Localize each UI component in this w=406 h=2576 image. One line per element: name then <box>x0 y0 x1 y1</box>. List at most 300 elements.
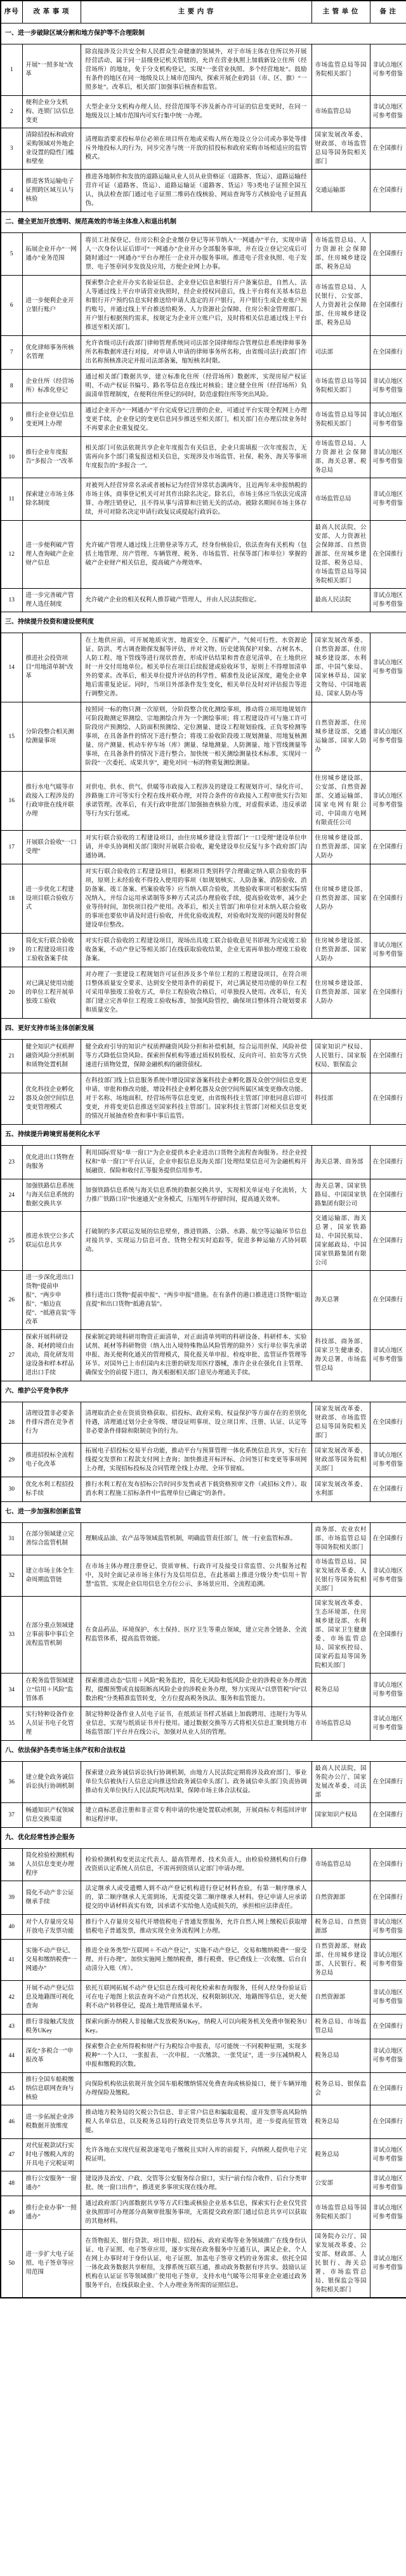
remark: 在全国推行 <box>370 1803 406 1828</box>
remark: 非试点地区可参考借鉴 <box>370 437 406 478</box>
remark: 非试点地区可参考借鉴 <box>370 2196 406 2230</box>
section-header-row <box>1 1741 406 1762</box>
remark: 非试点地区可参考借鉴 <box>370 2230 406 2298</box>
reform-item: 健全知识产权质押融资风险分担机制和质物处置机制 <box>22 1040 81 1073</box>
reform-item: 推行公安服务“一窗通办” <box>22 2171 81 2196</box>
main-content: 拓展电子招投标交易平台功能，推动平台与预算管理一体化系统信息共享，实行在线提交发票和工程款支付网上查询；加快推进开标评标、合同签订和变更等事项网上办理，实现招标投标及合同管理全线上办理、全环节留痕。 <box>81 1444 311 1477</box>
section-title: 四、更好支持市场主体创新发展 <box>1 1019 406 1040</box>
reform-item: 在部分领域建立完善综合监管机制 <box>22 1523 81 1555</box>
responsible-unit: 市场监管总局等国务院相关部门 <box>311 370 370 403</box>
table-row <box>1 831 406 864</box>
column-header-dept: 主 管 单 位 <box>311 1 370 23</box>
table-row <box>1 1981 406 2015</box>
remark: 非试点地区可参考借鉴 <box>370 478 406 521</box>
main-content: 加强铁路信息系统与海关信息系统的数据交换共享，实现相关单证电子化流转，大力推广铁路口岸“快速通关”业务模式，压缩列车停留时间，提高通关效率。 <box>81 1179 311 1212</box>
reform-item: 推进客货运输电子证照跨区域互认与核验 <box>22 170 81 212</box>
section-header-row <box>1 612 406 633</box>
section-header-row <box>1 212 406 233</box>
section-header-row <box>1 1828 406 1849</box>
remark: 非试点地区可参考借鉴 <box>370 1330 406 1381</box>
remark: 在全国推行 <box>370 2073 406 2105</box>
main-content: 理顺成品油、农产品等领域监管机制，明确监管责任部门，统一行业监管标准。 <box>81 1523 311 1555</box>
remark: 非试点地区可参考借鉴 <box>370 1940 406 1981</box>
row-number: 38 <box>1 1849 22 1881</box>
reform-item: 清理设置非必要条件排斥潜在竞争者行为 <box>22 1402 81 1444</box>
remark: 在全国推行 <box>370 1040 406 1073</box>
remark: 非试点地区可参考借鉴 <box>370 403 406 437</box>
reform-item: 企业住所（经营场所）标准化登记 <box>22 370 81 403</box>
responsible-unit: 国家发展改革委、自然资源部、住房城乡建设部、水利部、中国气象局、国家林草局、国家文物局、中国地震局、国家人防办等 <box>311 633 370 702</box>
responsible-unit: 商务部、农业农村部、市场监管总局等国务院相关部门 <box>311 1523 370 1555</box>
main-content: 通过政府部门内部数据共享等方式归集或核验企业基本信息，探索实行企业仅凭营业执照即可办理部分高频审批服务事项，无需提交政府部门通过信息共享可以获取的其他材料。 <box>81 2196 311 2230</box>
table-row <box>1 437 406 478</box>
reform-item: 在税务监管领域建立“信用＋风险”监管体系 <box>22 1674 81 1707</box>
responsible-unit: 最高人民法院，国务院办公厅、国家发展改革委、司法部 <box>311 1762 370 1803</box>
main-content: 允许各地在实现代征税款逐笔电子缴税且实时入库的前提下，向纳税人提供电子完税证明。 <box>81 2139 311 2171</box>
reform-item: 优化水利工程招投标手续 <box>22 1477 81 1502</box>
responsible-unit: 司法部 <box>311 336 370 370</box>
column-header-item: 改 革 事 项 <box>22 1 81 23</box>
section-title: 九、优化经常性涉企服务 <box>1 1828 406 1849</box>
row-number: 3 <box>1 128 22 170</box>
main-content: 对实行联合验收的工程建设项目，由住房城乡建设主管部门“一口受理”建设单位申请，并牵头协调相关部门限时开展联合验收，避免建设单位反复与多个政府部门沟通协调。 <box>81 831 311 864</box>
responsible-unit: 市场监管总局 <box>311 1707 370 1741</box>
responsible-unit: 国家发展改革委、水利部 <box>311 1477 370 1502</box>
responsible-unit: 税务总局、市场监管总局 <box>311 2015 370 2039</box>
row-number: 22 <box>1 1073 22 1125</box>
main-content: 建设涉及治安、户政、交管等公安服务综合窗口，实行“前台综合收件、后台分类审批、统一窗口出件”，推进更多事项实现在线办理。 <box>81 2171 311 2196</box>
table-row <box>1 1330 406 1381</box>
remark: 非试点地区可参考借鉴 <box>370 1444 406 1477</box>
table-row <box>1 1940 406 1981</box>
row-number: 15 <box>1 702 22 772</box>
row-number: 35 <box>1 1707 22 1741</box>
main-content: 在食品药品、环境保护、水土保持、医疗卫生等重点领域，建立完善全链条、全流程监管体系，提高监管效能。 <box>81 1597 311 1674</box>
section-title: 一、进一步破除区域分割和地方保护等不合理限制 <box>1 23 406 44</box>
remark: 非试点地区可参考借鉴 <box>370 96 406 128</box>
row-number: 4 <box>1 170 22 212</box>
main-content: 推进全业务类型“互联网＋不动产登记”，实施不动产登记、交易和缴纳税费“一窗受理、并行办理”。加快实施网上缴纳税费，推行税费、登记费线上一次收缴、后台自动清分入账（库）。 <box>81 1940 311 1981</box>
row-number: 44 <box>1 2039 22 2073</box>
row-number: 50 <box>1 2230 22 2298</box>
responsible-unit: 税务总局 <box>311 2139 370 2171</box>
responsible-unit: 市场监管总局 <box>311 1849 370 1881</box>
table-row <box>1 403 406 437</box>
main-content: 检验检测机构变更法定代表人、最高管理者、技术负责人，由检验检测机构自行修改资质认定系统人员信息，不需再到资质认定部门申请办理。 <box>81 1849 311 1881</box>
main-content: 在市场主体办理注册登记、资质审核、行政许可及接受日常监管、公共服务过程中，及时全面记录市场主体行为及信用信息，在此基础上推进分级分类“信用＋智慧”监管，实现企业信用信息全方位公示、多场景应用、全流程追溯。 <box>81 1555 311 1597</box>
responsible-unit: 海关总署、商务部 <box>311 1146 370 1179</box>
responsible-unit: 国家知识产权局、人民银行、国家版权局、银保监会 <box>311 1040 370 1073</box>
table-row <box>1 589 406 612</box>
remark: 在全国推行 <box>370 1179 406 1212</box>
responsible-unit: 最高人民法院，公安部、人力资源社会保障部、自然资源部、住房城乡建设部、税务总局、市场监管总局等国务院相关部门 <box>311 521 370 589</box>
remark: 在全国推行 <box>370 1212 406 1271</box>
responsible-unit: 税务总局 <box>311 1674 370 1707</box>
remark: 在全国推行 <box>370 1146 406 1179</box>
reform-item: 在部分重点领域建立事前事中事后全流程监管机制 <box>22 1597 81 1674</box>
main-content: 通过相关部门数据共享，建立标准化住所（经营场所）数据库，实现房屋产权证明、不动产权证书编号、路名等信息在线比对核验；建立健全住所（经营场所）负面清单管理制度，在便利住所登记的同时，防范虚假住所等突出风险。 <box>81 370 311 403</box>
reform-item: 畅通知识产权领域信息交换渠道 <box>22 1803 81 1828</box>
table-row <box>1 96 406 128</box>
table-row <box>1 478 406 521</box>
table-row <box>1 1040 406 1073</box>
row-number: 8 <box>1 370 22 403</box>
row-number: 20 <box>1 967 22 1019</box>
main-content: 推行水利工程在发布招标公告时同步发售或者下载资格预审文件（或招标文件）。取消水利工程施工招标条件中“监理单位已确定”的条件。 <box>81 1477 311 1502</box>
responsible-unit: 市场监管总局等国务院相关部门 <box>311 403 370 437</box>
responsible-unit: 最高人民法院 <box>311 589 370 612</box>
main-content: 通过企业开办“一网通办”平台完成登记注册的企业，可通过平台实现全程网上办理变更手续，企业登记的变更信息同步推送至相关部门，相关部门在办理后续业务时不再要求企业重复提交。 <box>81 403 311 437</box>
reform-item: 实行特种设备作业人员证书电子化管理 <box>22 1707 81 1741</box>
row-number: 6 <box>1 276 22 336</box>
remark: 非试点地区可参考借鉴 <box>370 2171 406 2196</box>
table-row <box>1 1762 406 1803</box>
remark: 在全国推行 <box>370 1073 406 1125</box>
responsible-unit: 税务总局、银保监会 <box>311 2073 370 2105</box>
table-row <box>1 633 406 702</box>
reform-item: 推行企业登记信息变更网上办理 <box>22 403 81 437</box>
table-row <box>1 1073 406 1125</box>
row-number: 13 <box>1 589 22 612</box>
remark: 非试点地区可参考借鉴 <box>370 370 406 403</box>
remark: 在全国推行 <box>370 967 406 1019</box>
reform-item: 开展“一照多址”改革 <box>22 44 81 96</box>
row-number: 14 <box>1 633 22 702</box>
main-content: 对供电、供水、供气、供暖等市政接入工程涉及的建设工程规划许可、绿化许可、涉路施工许可等实行全程在线并联办理，对符合条件的市政接入工程审批实行告知承诺管理。改革后，有关行政审批部门加强抽查核验力度，对虚假承诺、违反承诺等行为实行惩戒。 <box>81 772 311 831</box>
table-row <box>1 864 406 934</box>
reform-item: 进一步深化进出口货物“提前申报”、“两步申报”、“船边直提”、“抵港直装”等改革 <box>22 1271 81 1330</box>
table-row <box>1 772 406 831</box>
main-content: 依托互联网拓展不动产登记信息在线可视化检索和查询服务，任何人经身份验证后可在电子地图上依法查询不动产自然状况、权利限制状况、地籍图等信息，更大便利不动产转移登记，提高土地管理质量水平。 <box>81 1981 311 2015</box>
row-number: 26 <box>1 1271 22 1330</box>
table-row <box>1 1146 406 1179</box>
reform-item: 深化“多税合一”申报改革 <box>22 2039 81 2073</box>
reform-item: 开展联合验收“一口受理” <box>22 831 81 864</box>
reform-item: 推进招投标全流程电子化改革 <box>22 1444 81 1477</box>
responsible-unit: 住房城乡建设部、自然资源部、国家人防办 <box>311 967 370 1019</box>
main-content: 除直接涉及公共安全和人民群众生命健康的领域外，对于市场主体在住所以外开展经营活动、属于同一县级登记机关管辖的，允许在营业执照上加载新设立住所（经营场所）的地址，免于分支机构登记，实现“一张营业执照、多个经营地址”。鼓励有条件的地区在同一地级及以上城市范围内，探索开展企业跨县（市、区、旗）“一照多址”。改革后，相关部门加强事后核查和监管。 <box>81 44 311 96</box>
section-title: 五、持续提升跨境贸易便利化水平 <box>1 1125 406 1146</box>
reform-item: 建立市场主体全生命周期监管链 <box>22 1555 81 1597</box>
main-content: 允许破产管理人通过线上注册登录等方式，经身份核验后，依法查询有关机构（包括土地管理、房产管理、车辆管理、税务、市场监管、社保等部门和单位）掌握的破产企业财产相关信息，提高破产办理效率。 <box>81 521 311 589</box>
reform-item: 简化不动产非公证继承手续 <box>22 1881 81 1915</box>
main-content: 法定继承人或受遗赠人到不动产登记机构进行登记材料查验，有第一顺序继承人的，第二顺序继承人无需到场，无需提交第二顺序继承人材料。登记申请人应承诺提交的申请材料真实有效，因承诺不实给他人造成损失的，承担相应法律责任。 <box>81 1881 311 1915</box>
responsible-unit: 市场监管总局等国务院相关部门 <box>311 44 370 96</box>
row-number: 7 <box>1 336 22 370</box>
row-number: 25 <box>1 1212 22 1271</box>
table-header <box>1 1 406 23</box>
main-content: 探索整合企业开办实名验证信息、企业登记信息和银行开户备案信息，自然人、法人等通过线上平台申请营业执照时，经企业授权同意后，线上平台将有关基本信息和银行开户预约信息实时推送给申请人选定的开户银行，开户银行生成企业账户预约账号，并通过线上平台推送给税务、人力资源社会保障、住房公积金管理部门。开户银行根据预约需求，按规定为企业开立账户后，及时将相关信息通过线上平台推送至相关部门。 <box>81 276 311 336</box>
table-row <box>1 1444 406 1477</box>
row-number: 28 <box>1 1402 22 1444</box>
column-header-note: 备 注 <box>370 1 406 23</box>
remark: 非试点地区可参考借鉴 <box>370 702 406 772</box>
row-number: 46 <box>1 2105 22 2139</box>
remark: 非试点地区可参考借鉴 <box>370 772 406 831</box>
main-content: 打破制约多式联运发展的信息壁垒，推进铁路、公路、水路、航空等运输环节信息对接共享，实现运力信息可查、货物全程实时追踪等，促进多种运输方式协同联动。 <box>81 1212 311 1271</box>
main-content: 将员工社保登记、住房公积金企业缴存登记等环节纳入“一网通办”平台，实现申请人一次身份认证后即可“一网通办”企业开办全部服务事项，并在设立登记完成后可随时通过“一网通办”平台办理任一企业开办服务事项。推进电子营业执照、电子发票、电子签章同步发放及应用，方便企业网上办事。 <box>81 233 311 276</box>
main-content: 探索推进动态“信用＋风险”税务监控，简化无风险和低风险企业的涉税业务办理流程，提醒预警或直接阻断高风险企业的涉税业务办理，努力实现从“以票管税”向“以数治税”分类精准监管转变，全方位提高税务执法、服务和监管能力。 <box>81 1674 311 1707</box>
responsible-unit: 公安部 <box>311 2171 370 2196</box>
responsible-unit: 科技部 <box>311 1073 370 1125</box>
row-number: 5 <box>1 233 22 276</box>
main-content: 对办理了一张建设工程规划许可证但涉及多个单位工程的工程建设项目，在符合项目整体质量安全要求、达到安全使用条件的前提下，对已满足使用功能的单位工程可采用单独竣工验收方式，单位工程验收合格后，可单独投入使用。改革后，有关部门建立完善单位工程竣工验收标准，加强风险管控，确保项目整体符合规划要求和质量安全。 <box>81 967 311 1019</box>
row-number: 11 <box>1 478 22 521</box>
row-number: 1 <box>1 44 22 96</box>
table-row <box>1 2073 406 2105</box>
row-number: 47 <box>1 2139 22 2171</box>
table-row <box>1 1597 406 1674</box>
section-header-row <box>1 1125 406 1146</box>
reform-item: 推行非接触式发放税务UKey <box>22 2015 81 2039</box>
row-number: 12 <box>1 521 22 589</box>
main-content: 推行个人存量房交易代开增值税电子普通发票服务，允许自然人网上缴税后获取增值税电子普通发票，推动实现全业务流程网上办理。 <box>81 1915 311 1940</box>
section-title: 三、持续提升投资和建设便利度 <box>1 612 406 633</box>
responsible-unit: 市场监管总局、人力资源社会保障部、海关总署、税务总局 <box>311 437 370 478</box>
reform-item: 推行企业办事“一照通办” <box>22 2196 81 2230</box>
row-number: 9 <box>1 403 22 437</box>
row-number: 34 <box>1 1674 22 1707</box>
table-row <box>1 1179 406 1212</box>
section-title: 六、维护公平竞争秩序 <box>1 1381 406 1402</box>
reform-item: 优化进出口货物查询服务 <box>22 1146 81 1179</box>
remark: 非试点地区可参考借鉴 <box>370 633 406 702</box>
main-content: 允许省级司法行政部门律师管理系统同司法部全国律师综合管理信息系统律师事务所名称数据库进行对接，对申请人申请的律师事务所名称，由省级司法行政部门作出名称预核准决定并报司法部备案，缩短核名时限。 <box>81 336 311 370</box>
reform-item: 探索开展科研设备、耗材跨境自由流动，简化研发用途设备和样本样品进出口手续 <box>22 1330 81 1381</box>
responsible-unit: 国家发展改革委、财政部、市场监管总局等国务院相关部门 <box>311 1402 370 1444</box>
responsible-unit: 市场监管总局 <box>311 478 370 521</box>
table-row <box>1 170 406 212</box>
responsible-unit: 税务总局 <box>311 2105 370 2139</box>
main-content: 探索整合企业所得税和财产行为税综合申报表，尽可能统一不同税种征期，实现多税种“一个入口、一张报表、一次申报、一次缴款、一张凭证”，进一步压减纳税人申报和缴税的次数。 <box>81 2039 311 2073</box>
main-content: 推进各地制作和发放的道路运输从业人员从业资格证（道路客、货运）、道路运输经营许可证（道路客、货运）、道路运输证（道路客、货运）等3类电子证照全国互认，执法检查部门通过电子证照二维码在线核验、网站查询等方式核验电子证照真伪。 <box>81 170 311 212</box>
reform-item: 优化科技企业孵化器及众创空间信息变更管理模式 <box>22 1073 81 1125</box>
table-row <box>1 702 406 772</box>
reform-item: 进一步拓展企业涉税数据开放维度 <box>22 2105 81 2139</box>
reform-item: 探索建立市场主体除名制度 <box>22 478 81 521</box>
responsible-unit: 市场监管总局、人力资源社会保障部、住房城乡建设部、税务总局 <box>311 233 370 276</box>
remark: 非试点地区可参考借鉴 <box>370 934 406 967</box>
reform-item: 便利企业分支机构、连锁门店信息变更 <box>22 96 81 128</box>
row-number: 24 <box>1 1179 22 1212</box>
remark: 非试点地区可参考借鉴 <box>370 1981 406 2015</box>
remark: 在全国推行 <box>370 831 406 864</box>
main-content: 向保险机构依法依规开放全国车船税缴纳情况免费查询或核验接口，便于车辆异地办理保险及缴税。 <box>81 2073 311 2105</box>
row-number: 21 <box>1 1040 22 1073</box>
remark: 在全国推行 <box>370 2015 406 2039</box>
responsible-unit: 自然资源部、住房城乡建设部、交通运输部、国家人防办 <box>311 702 370 772</box>
reform-item: 进一步扩大电子证照、电子签章等应用范围 <box>22 2230 81 2298</box>
reform-item: 推进水铁空公多式联运信息共享 <box>22 1212 81 1271</box>
responsible-unit: 市场监管总局 <box>311 96 370 128</box>
main-content: 制定特种设备作业人员电子证书，在纸质证书样式基础上加载聘用、违规行为等从业信息，实现与纸质证书并行使用。通过数据交换等方式将相关信息汇聚到地方市场监管部门平台并在线公示，加强对从业人员的管理。 <box>81 1707 311 1741</box>
table-row <box>1 2171 406 2196</box>
responsible-unit: 国家知识产权局 <box>311 1803 370 1828</box>
remark: 非试点地区可参考借鉴 <box>370 1674 406 1707</box>
row-number: 33 <box>1 1597 22 1674</box>
main-content: 健全政府引导的知识产权质押融资风险分担和补偿机制，综合运用担保、风险补偿等方式降低信贷风险。探索担保机构等通过质权转股权、反向许可、拍卖等方式快速进行质物处置，保障金融机构的融资债权。 <box>81 1040 311 1073</box>
responsible-unit: 市场监管总局、人民银行、公安部、人力资源社会保障部、住房城乡建设部、税务总局 <box>311 276 370 336</box>
responsible-unit: 税务总局、自然资源部 <box>311 1915 370 1940</box>
row-number: 48 <box>1 2171 22 2196</box>
row-number: 27 <box>1 1330 22 1381</box>
remark: 在全国推行 <box>370 1477 406 1502</box>
remark: 在全国推行 <box>370 1271 406 1330</box>
reform-item: 简化实行联合验收的工程建设项目竣工验收备案手续 <box>22 934 81 967</box>
table-row <box>1 1881 406 1915</box>
reform-item: 进一步优化工程建设项目联合验收方式 <box>22 864 81 934</box>
remark: 在全国推行 <box>370 170 406 212</box>
section-header-row <box>1 1381 406 1402</box>
reform-item: 拓展企业开办“一网通办”业务范围 <box>22 233 81 276</box>
table-row <box>1 1402 406 1444</box>
responsible-unit: 住房城乡建设部、自然资源部、国家人防办 <box>311 934 370 967</box>
reform-item: 加强铁路信息系统与海关信息系统的数据交换共享 <box>22 1179 81 1212</box>
reform-item: 进一步完善破产管理人选任制度 <box>22 589 81 612</box>
table-row <box>1 44 406 96</box>
row-number: 40 <box>1 1915 22 1940</box>
table-row <box>1 276 406 336</box>
table-row <box>1 1212 406 1271</box>
table-row <box>1 370 406 403</box>
remark: 在全国推行 <box>370 128 406 170</box>
table-row <box>1 1707 406 1741</box>
reform-item: 分阶段整合相关测绘测量事项 <box>22 702 81 772</box>
row-number: 42 <box>1 1981 22 2015</box>
section-header-row <box>1 1019 406 1040</box>
remark: 非试点地区可参考借鉴 <box>370 1915 406 1940</box>
responsible-unit: 住房城乡建设部、自然资源部、国家人防办 <box>311 864 370 934</box>
table-row <box>1 1915 406 1940</box>
row-number: 37 <box>1 1803 22 1828</box>
row-number: 10 <box>1 437 22 478</box>
responsible-unit: 国家发展改革委、生态环境部、住房城乡建设部、水利部、国家卫生健康委、市场监管总局、国家疾控局、国家药监局等国务院相关部门 <box>311 1597 370 1674</box>
responsible-unit: 国家发展改革委、财政部、市场监管总局等国务院相关部门 <box>311 128 370 170</box>
responsible-unit: 科技部、商务部、国家卫生健康委、海关总署、市场监管总局 <box>311 1330 370 1381</box>
remark: 在全国推行 <box>370 1849 406 1881</box>
remark: 在全国推行 <box>370 1523 406 1555</box>
row-number: 30 <box>1 1477 22 1502</box>
responsible-unit: 税务总局 <box>311 2039 370 2073</box>
main-content: 利用国际贸易“单一窗口”为企业提供本企业进出口货物全流程查询服务。经企业授权和“单一窗口”平台认证，企业申报信息及海关部门处理结果信息可为金融机构开展融资、保险和收付汇等服务提供信用参考。 <box>81 1146 311 1179</box>
table-row <box>1 233 406 276</box>
section-title: 二、健全更加开放透明、规范高效的市场主体准入和退出机制 <box>1 212 406 233</box>
row-number: 31 <box>1 1523 22 1555</box>
table-row <box>1 2196 406 2230</box>
table-row <box>1 1555 406 1597</box>
table-row <box>1 1523 406 1555</box>
main-content: 探索向新办纳税人非接触式发放税务UKey，纳税人可以向税务机关免费申领税务UKey。 <box>81 2015 311 2039</box>
reform-item: 建立健全政务诚信诉讼执行协调机制 <box>22 1762 81 1803</box>
remark: 非试点地区可参考借鉴 <box>370 2139 406 2171</box>
row-number: 23 <box>1 1146 22 1179</box>
main-content: 大型企业分支机构办理人员、经营范围等不涉及新办许可证的信息变更时，在同一地级及以上城市范围内可实行集中统一办理。 <box>81 96 311 128</box>
table-row <box>1 1849 406 1881</box>
row-number: 19 <box>1 934 22 967</box>
remark: 在全国推行 <box>370 276 406 336</box>
section-title: 七、进一步加强和创新监管 <box>1 1502 406 1523</box>
main-content: 在货物报关、银行贷款、项目申报、招投标、政府采购等业务领域推广在线身份认证、电子证照、电子签章应用，逐步实现在政务服务中互通互认，满足企业、个人在网上办事时对于身份认证、电子证照、加盖电子签章文档的业务需求。依托全国一体化政务数据共享枢纽，支撑系统互联互通，推动政务数据有序共享。鼓励认证机构在认证证书等领域推广使用电子签章，支持水电气暖等公用事业企业通过政务服务平台，在线获取企业、个人办理业务所需的证照信息。 <box>81 2230 311 2298</box>
row-number: 39 <box>1 1881 22 1915</box>
column-header-no: 序号 <box>1 1 22 23</box>
reform-item: 优化律师事务所核名管理 <box>22 336 81 370</box>
main-content: 在土地供应前，可开展地质灾害、地震安全、压覆矿产、气候可行性、水资源论证、防洪、考古调查勘探发掘等评估，并对文物、历史建筑保护对象、古树名木、人防工程、地下管线等进行现状普查，形成评估结果和普查意见清单，在土地供应时一并交付用地单位。相关单位在项目后续报建或验收环节，原则上不得增加清单外的要求。改革后，相关单位提升评估的科学性、精准性及论证深度，避免企业拿地后需重复论证。同时，当项目外部条件发生变化，相关单位及时对评估报告等进行调整完善。 <box>81 633 311 702</box>
reform-item: 推行全国车船税缴纳信息联网查询与核验 <box>22 2073 81 2105</box>
main-content: 建立商标恶意注册和非正常专利申请的快速处置联动机制，开展商标专利巡回评审和远程评审。 <box>81 1803 311 1828</box>
table-row <box>1 128 406 170</box>
main-content: 对实行联合验收的工程建设项目，现场出具竣工联合验收意见书即视为完成竣工验收备案，不动产登记等相关部门在线获取验收结果，企业无需再单独办理竣工验收备案。 <box>81 934 311 967</box>
remark: 非试点地区可参考借鉴 <box>370 2039 406 2073</box>
main-content: 对被列入经营异常名录或者被标记为经营异常状态满两年，且近两年未申报纳税的市场主体，商事登记机关可对其作出除名决定。除名后，市场主体应当依法完成清算、办理注销登记，且不得从事与清算和注销无关的活动。被除名期间市场主体存续，并可对除名决定申请行政复议或提起行政诉讼。 <box>81 478 311 521</box>
main-content: 清理取消要求投标单位必须在项目所在地或采购人所在地设立分公司或办事处等排斥外地投标人的行为，同步完善与统一开放的招投标和政府采购市场相适应的监管模式。 <box>81 128 311 170</box>
responsible-unit: 自然资源部 <box>311 1981 370 2015</box>
responsible-unit: 国家发展改革委、财政部等国务院相关部门 <box>311 1444 370 1477</box>
reform-item: 对代征税款试行实时电子缴税入库的开具电子完税证明 <box>22 2139 81 2171</box>
main-content: 允许破产企业的相关权利人推荐破产管理人，并由人民法院指定。 <box>81 589 311 612</box>
table-row <box>1 1271 406 1330</box>
remark: 在全国推行 <box>370 521 406 589</box>
row-number: 45 <box>1 2073 22 2105</box>
row-number: 36 <box>1 1762 22 1803</box>
table-row <box>1 1477 406 1502</box>
table-row <box>1 1674 406 1707</box>
reform-item: 推进社会投资项目“用地清单制”改革 <box>22 633 81 702</box>
section-header-row <box>1 1502 406 1523</box>
remark: 非试点地区可参考借鉴 <box>370 589 406 612</box>
main-content: 在科技部门线上信息服务系统中增设国家备案科技企业孵化器及众创空间信息变更申请、审批和修改功能，增设科技企业孵化器及众创空间所属区域变更修改功能。对于名称、场地面积、经营场所等信息变更，由省级科技主管部门审批同意后即可变更，并将变更信息推送至国家科技主管部门。国家科技主管部门对相关信息变更的情况开展抽查检查和事中事后监管。 <box>81 1073 311 1125</box>
reform-item: 开展不动产登记信息及地籍图可视化查询 <box>22 1981 81 2015</box>
row-number: 43 <box>1 2015 22 2039</box>
reform-item: 推行企业年度报告“多报合一”改革 <box>22 437 81 478</box>
table-row <box>1 2015 406 2039</box>
responsible-unit: 住房城乡建设部、公安部、自然资源部、交通运输部、国家电网有限公司、中国南方电网有限责任公司 <box>311 772 370 831</box>
reform-item: 进一步便利破产管理人查询破产企业财产信息 <box>22 521 81 589</box>
table-row <box>1 2230 406 2298</box>
main-content: 相关部门可依法依规共享企业年度报告有关信息，企业只需填报一次年度报告，无需再向多个部门重复报送相关信息，实现涉及市场监管、社保、税务、海关等事项年度报告的“多报合一”。 <box>81 437 311 478</box>
table-row <box>1 2139 406 2171</box>
responsible-unit: 自然资源部 <box>311 1881 370 1915</box>
section-header-row <box>1 23 406 44</box>
main-content: 清理取消企业在资质资格获取、招投标、政府采购、权益保护等方面存在的差别化待遇，清理通过划分企业等级、增设证明事项、设立项目库、注册、认证、认定等非必要条件排除和限制竞争的行为。 <box>81 1402 311 1444</box>
reform-item: 对个人存量房交易开放电子发票功能 <box>22 1915 81 1940</box>
table-row <box>1 967 406 1019</box>
responsible-unit: 市场监管总局等国务院相关部门 <box>311 2196 370 2230</box>
main-content: 探索建立政务诚信诉讼执行协调机制，由地方人民法院定期将涉及政府部门、事业单位失信被执行人信息定向推送给政务诚信牵头部门。政务诚信牵头部门负责协调推动有关单位执行人民法院判决结果，保障市场主体合法权益。 <box>81 1762 311 1803</box>
table-row <box>1 2105 406 2139</box>
reform-item: 对已满足使用功能的单位工程开展单独竣工验收 <box>22 967 81 1019</box>
row-number: 32 <box>1 1555 22 1597</box>
row-number: 2 <box>1 96 22 128</box>
table-body <box>1 23 406 2298</box>
responsible-unit: 住房城乡建设部、自然资源部、国家人防办 <box>311 831 370 864</box>
responsible-unit: 交通运输部、海关总署、国家铁路局、中国民航局、国家邮政局、中国国家铁路集团有限公司 <box>311 1212 370 1271</box>
responsible-unit: 自然资源部、财政部、住房城乡建设部、人民银行、税务总局 <box>311 1940 370 1981</box>
header-row <box>1 1 406 23</box>
table-row <box>1 934 406 967</box>
responsible-unit: 交通运输部 <box>311 170 370 212</box>
table-row <box>1 521 406 589</box>
remark: 在全国推行 <box>370 233 406 276</box>
main-content: 探索制定跨境科研用物资正面清单，对正面清单列明的科研设备、科研样本、实验试剂、耗材等科研物资（纳入出入境特殊物品风险管理的除外）实行单位事先承诺申报、海关便利化通关的管理模式，简化报关单申报、检疫审批、监管证件管理等环节。对国外已上市但国内未注册的研发用医疗器械，准许企业在强化自主管理、确保安全的前提下进口，海关根据相关部门意见办理通关手续。 <box>81 1330 311 1381</box>
remark: 在全国推行 <box>370 1881 406 1915</box>
reform-item: 清除招投标和政府采购领域对外地企业设置的隐性门槛和壁垒 <box>22 128 81 170</box>
row-number: 17 <box>1 831 22 864</box>
responsible-unit: 国务院办公厅、国家发展改革委、公安部、财政部、人民银行、海关总署、市场监管总局、银保监会等国务院相关部门 <box>311 2230 370 2298</box>
responsible-unit: 海关总署、国家铁路局、中国国家铁路集团有限公司 <box>311 1179 370 1212</box>
remark: 在全国推行 <box>370 1597 406 1674</box>
reform-item: 推行水电气暖等市政接入工程涉及的行政审批在线并联办理 <box>22 772 81 831</box>
remark: 在全国推行 <box>370 1762 406 1803</box>
